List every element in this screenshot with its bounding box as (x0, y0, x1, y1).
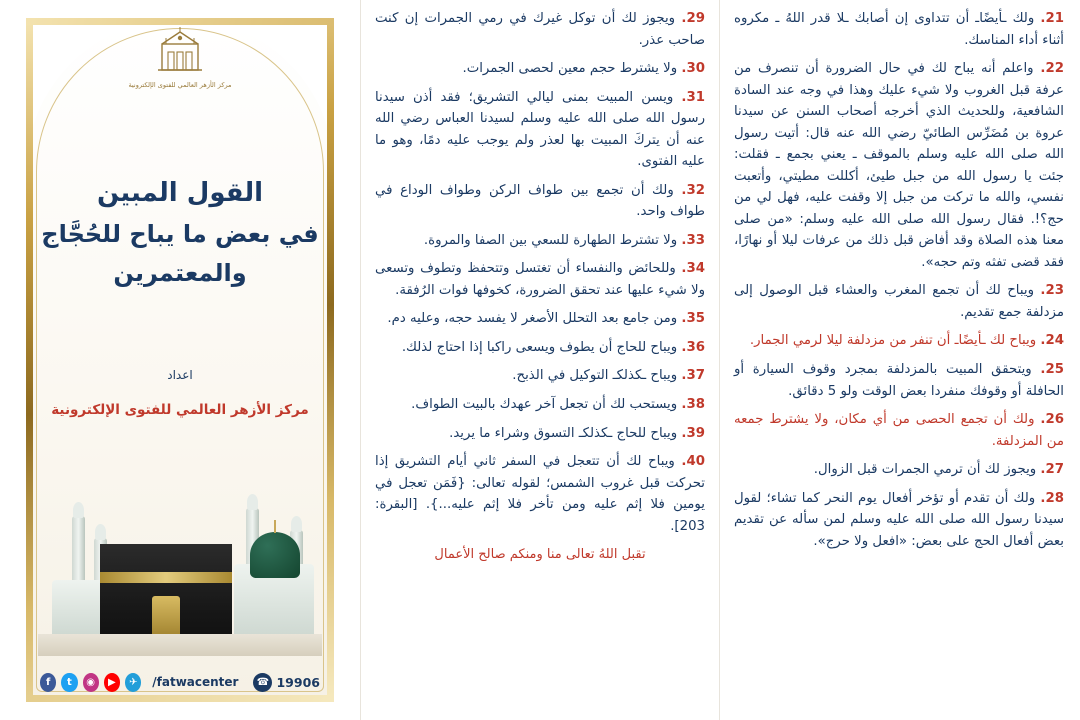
item-number: 32. (681, 182, 705, 198)
list-item (375, 337, 705, 359)
item-number: 36. (681, 339, 705, 355)
green-dome-icon (250, 532, 300, 578)
list-item (375, 230, 705, 252)
item-number: 24. (1040, 333, 1064, 349)
phone-icon: ☎ (253, 673, 272, 692)
text-column-middle (360, 0, 720, 720)
social-handle[interactable]: /fatwacenter (152, 675, 239, 689)
item-text: ولك أن تجمع بين طواف الركن وطواف الوداع في طواف واحد. (375, 182, 705, 220)
item-text: ومن جامع بعد التحلل الأصغر لا يفسد حجه، وعليه دم. (387, 311, 678, 327)
cover-panel (0, 0, 360, 720)
item-number: 33. (681, 232, 705, 248)
item-number: 37. (681, 368, 705, 384)
list-item (375, 258, 705, 301)
text-column-right (720, 0, 1080, 720)
facebook-icon[interactable]: f (40, 673, 56, 692)
item-number: 29. (681, 11, 705, 26)
item-text: ويسن المبيت بمنى ليالي التشريق؛ فقد أذن سيدنا رسول الله صلى الله عليه وسلم لسيدنا العباس رضي الله عنه أن يتركَ المبيت بها لعذر ولم يوجب عليه دمًا، وهو ما عليه الفتوى. (375, 89, 705, 170)
list-item (734, 488, 1064, 553)
list-item (375, 451, 705, 537)
list-item (375, 308, 705, 330)
social-bar (40, 668, 320, 696)
logo-caption: مركز الأزهر العالمي للفتوى الإلكترونية (128, 81, 232, 89)
list-item (375, 58, 705, 80)
item-text: ويباح للحاج ـكذلكـ التسوق وشراء ما يريد. (449, 425, 678, 441)
list-item (734, 280, 1064, 323)
item-number: 21. (1040, 11, 1064, 26)
item-text: وللحائض والنفساء أن تغتسل وتتحفظ وتطوف وتسعى ولا شيء عليها عند تحقق الضرورة، كخوفها فوات الرُفقة. (375, 261, 705, 298)
item-text: واعلم أنه يباح لك في حال الضرورة أن تنصرف من عرفة قبل الغروب ولا شيء عليك وهذا في وجه عند السادة الشافعية، وللحديث الذي أخرجه أصحاب السنن عن سيدنا عروة بن مُضَرِّس الطائيّ رضي الله عنه قال: أتيت رسول الله صلى الله عليه وسلم بالموقف ـ يعني بجمع ـ فقلت: جئت يا رسول الله من جبل طيئ، أكللت مطيتي، وأتعبت نفسي، والله ما تركت من جبل إلا وقفت عليه، فهل لي من حج؟!. فقال رسول الله صلى الله عليه وسلم: «من صلى معنا هذه الصلاة وقد أفاض قبل ذلك من عرفات ليلا أو نهارًا، فقد قضى تفثه وتم حجه». (734, 61, 1064, 270)
mataf-plaza (38, 634, 322, 656)
item-text: ولك أن تقدم أو تؤخر أفعال يوم النحر كما تشاء؛ لقول سيدنا رسول الله صلى الله عليه وسلم لمن سأله عن تقديم بعض أفعال الحج على بعض: «افعل ولا حرج». (734, 490, 1064, 549)
list-item (734, 330, 1064, 352)
title-line-1: القول المبين (96, 178, 264, 208)
list-item (375, 8, 705, 51)
list-item (375, 87, 705, 173)
youtube-icon[interactable]: ▶ (104, 673, 120, 692)
page-title (0, 172, 360, 294)
item-text: ولا تشترط الطهارة للسعي بين الصفا والمروة. (423, 232, 678, 248)
item-number: 31. (681, 89, 705, 105)
item-number: 25. (1040, 361, 1064, 377)
item-number: 28. (1040, 490, 1064, 506)
list-item (734, 359, 1064, 402)
item-number: 40. (681, 454, 705, 470)
azhar-logo (0, 24, 360, 89)
item-text: ويستحب لك أن تجعل آخر عهدك بالبيت الطواف. (411, 396, 678, 412)
item-text: ويجوز لك أن توكل غيرك في رمي الجمرات إن كنت صاحب عذر. (375, 11, 705, 48)
cover-artwork (0, 0, 360, 720)
list-item (375, 394, 705, 416)
hotline-number: 19906 (276, 674, 320, 690)
item-text: ولا يشترط حجم معين لحصى الجمرات. (462, 61, 678, 77)
item-text: ولك ـأيضًاـ أن تتداوى إن أصابك ـلا قدر اللهُ ـ مكروه أثناء أداء المناسك. (734, 11, 1064, 48)
item-number: 38. (681, 396, 705, 412)
twitter-icon[interactable]: t (61, 673, 77, 692)
item-text: ويجوز لك أن ترمي الجمرات قبل الزوال. (813, 462, 1037, 478)
kaaba-gold-band (100, 572, 232, 583)
item-text: ويباح للحاج أن يطوف ويسعى راكبا إذا احتاج لذلك. (401, 339, 678, 355)
item-number: 26. (1040, 412, 1064, 428)
item-text: ويباح لك أن تتعجل في السفر ثاني أيام التشريق إذا تحركت قبل غروب الشمس؛ لقوله تعالى: {فَمَن تعجل في يومين فلا إثم عليه ومن تأخر فلا إثم عليه...}. [البقرة: 203]. (375, 454, 705, 534)
item-number: 23. (1040, 283, 1064, 299)
holy-mosques-illustration (38, 426, 322, 656)
telegram-icon[interactable]: ✈ (125, 673, 141, 692)
title-line-3: والمعتمرين (113, 259, 247, 288)
prepared-by-label: اعداد (167, 368, 193, 382)
organization-name: مركز الأزهر العالمي للفتوى الإلكترونية (51, 402, 309, 418)
list-item (734, 58, 1064, 273)
list-item (734, 8, 1064, 51)
list-item (375, 180, 705, 223)
closing-dua: تقبل اللهُ تعالى منا ومنكم صالح الأعمال (434, 547, 646, 563)
list-item (734, 409, 1064, 452)
item-text: ويباح ـكذلكـ التوكيل في الذبح. (512, 368, 678, 384)
item-text: ويباح لك أن تجمع المغرب والعشاء قبل الوصول إلى مزدلفة جمع تقديم. (734, 283, 1064, 320)
azhar-logo-icon (152, 24, 208, 78)
item-number: 30. (681, 61, 705, 77)
list-item (375, 423, 705, 445)
item-text: ولك أن تجمع الحصى من أي مكان، ولا يشترط جمعه من المزدلفة. (734, 412, 1064, 449)
item-text: ويتحقق المبيت بالمزدلفة بمجرد وقوف السيارة أو الحافلة أو وقوفك منفردا بعض الوقت ولو 5 دقائق. (734, 361, 1064, 399)
hotline[interactable] (253, 673, 320, 692)
item-text: ويباح لك ـأيضًاـ أن تنفر من مزدلفة ليلا لرمي الجمار. (749, 333, 1037, 349)
title-line-2: في بعض ما يباح للحُجَّاج (41, 219, 319, 248)
item-number: 34. (681, 261, 705, 277)
list-item (734, 459, 1064, 481)
item-number: 22. (1040, 61, 1064, 77)
item-number: 39. (681, 425, 705, 441)
instagram-icon[interactable]: ◉ (83, 673, 99, 692)
list-item (375, 365, 705, 387)
item-number: 35. (681, 311, 705, 327)
item-number: 27. (1040, 462, 1064, 478)
